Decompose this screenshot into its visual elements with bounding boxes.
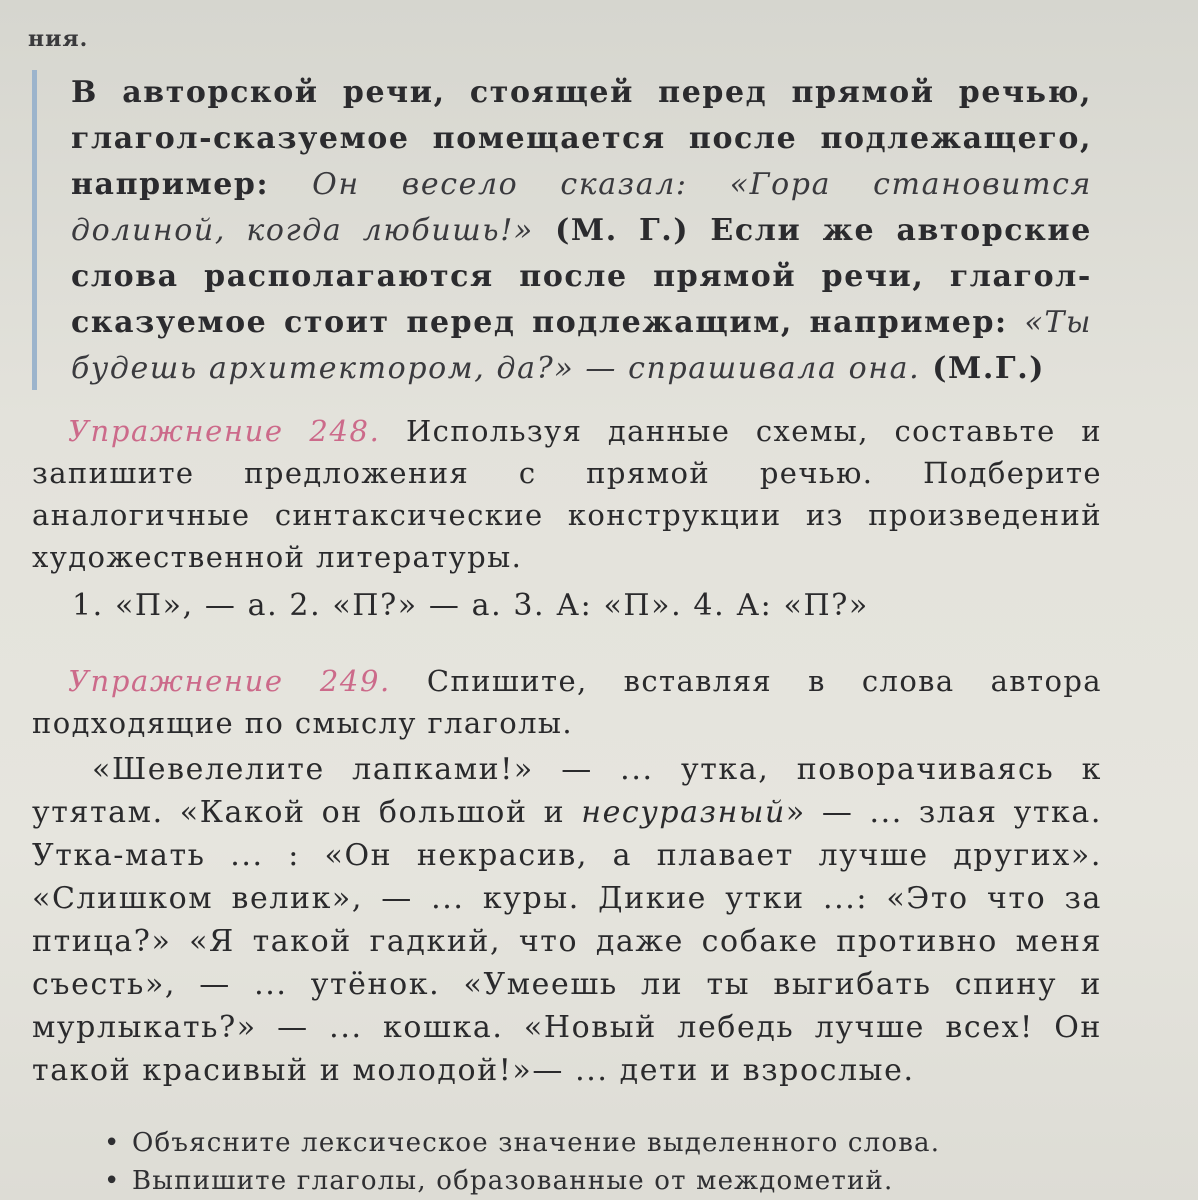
exercise-249-text: Спишите, вставляя в слова автора подходящие по смыслу глаголы.: [32, 664, 1102, 740]
previous-text-tail: ния.: [28, 26, 89, 52]
rule-example-1: Он весело сказал: «Гора становится долиной, когда любишь!»: [71, 167, 1092, 248]
rule-example-2: «Ты будешь архитектором, да?» — спрашивала она.: [71, 305, 1092, 386]
exercise-248-text: Используя данные схемы, составьте и запишите предложения с прямой речью. Подберите аналогичные синтаксические конструкции из произведений художественной литературы.: [32, 414, 1102, 574]
passage-part-b: » — ... злая утка. Утка-мать ... : «Он некрасив, а плавает лучше других». «Слишком велик», — ... куры. Дикие утки ...: «Это что за птица?» «Я такой гадкий, что даже собаке противно меня съесть», — ... утёнок. «Умеешь ли ты выгибать спину и мурлыкать?» — ... кошка. «Новый лебедь лучше всех! Он такой красивый и молодой!»— ... дети и взрослые.: [32, 795, 1102, 1088]
exercise-248-schemes: 1. «П», — а. 2. «П?» — а. 3. А: «П». 4. А: «П?»: [72, 588, 869, 623]
exercise-248-label: Упражнение 248.: [68, 414, 381, 448]
passage-highlighted-word: несуразный: [581, 795, 786, 830]
passage-part-a: «Шевелелите лапками!» — ... утка, поворачиваясь к утятам. «Какой он большой и: [32, 752, 1102, 830]
task-item: • Объясните лексическое значение выделенного слова.: [100, 1124, 940, 1162]
exercise-248: [32, 410, 1102, 628]
rule-part-3: (М.Г.): [920, 351, 1046, 386]
rule-part-2: (М. Г.) Если же авторские слова располагаются после прямой речи, глагол-сказуемое стоит перед подлежащим, например:: [71, 213, 1092, 340]
exercise-249: [32, 660, 1102, 1092]
task-item: • Выпишите глаголы, образованные от междометий.: [100, 1162, 940, 1200]
exercise-248-instruction: [32, 410, 1102, 578]
grammar-rule-text: [71, 70, 1092, 392]
exercise-249-passage: [32, 748, 1102, 1092]
exercise-249-label: Упражнение 249.: [68, 664, 391, 698]
rule-part-1: В авторской речи, стоящей перед прямой речью, глагол-сказуемое помещается после подлежащего, например:: [71, 75, 1092, 202]
exercise-249-instruction: [32, 660, 1102, 744]
grammar-rule-box: [32, 70, 1092, 390]
task-list: [100, 1124, 940, 1200]
